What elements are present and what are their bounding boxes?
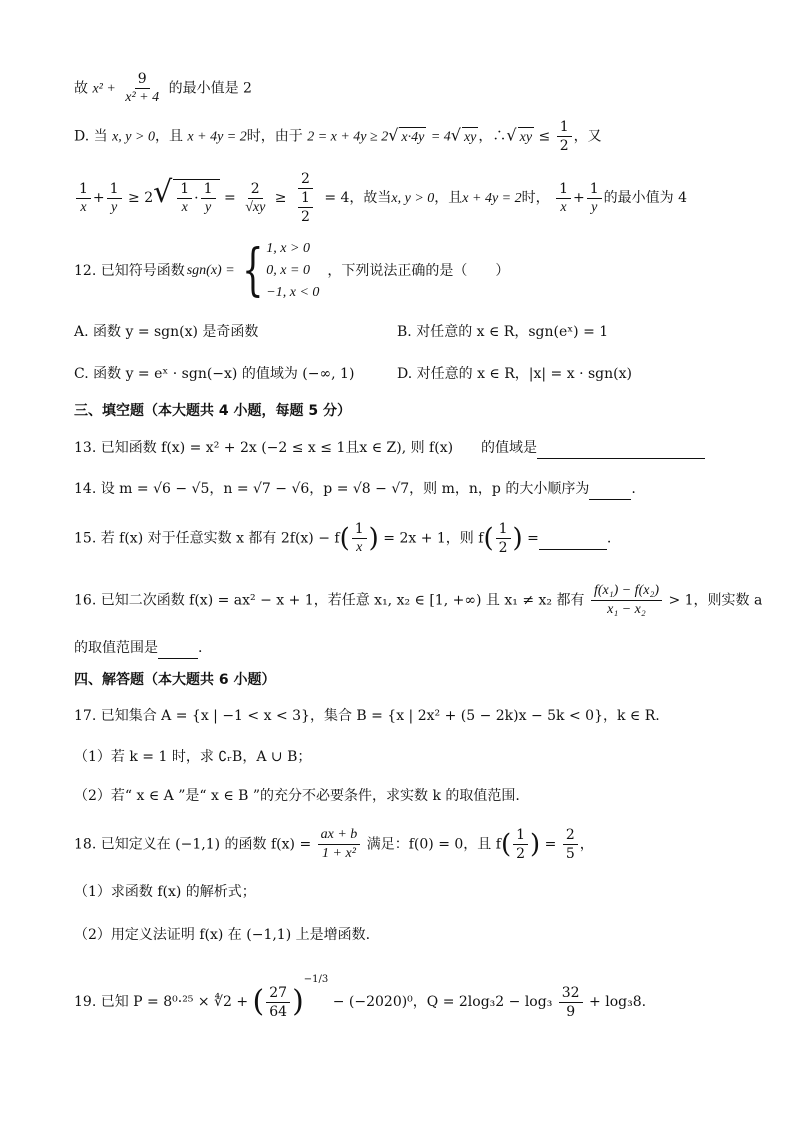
numerator: 2 xyxy=(298,170,313,189)
text: 若 f(x) 对于任意实数 x 都有 2f(x) − f xyxy=(100,530,340,547)
text: ， xyxy=(579,836,594,853)
text: 设 m = √6 − √5，n = √7 − √6，p = √8 − √7，则 m，n，p 的大小顺序为 xyxy=(100,481,590,497)
text: > 1，则实数 a xyxy=(668,592,763,609)
text: 的取值范围是 xyxy=(74,640,158,656)
numerator: 32 xyxy=(559,984,583,1003)
option-d: D. 对任意的 x ∈ R，|x| = x · sgn(x) xyxy=(397,366,632,382)
denominator: 2 xyxy=(498,540,508,556)
question-19 xyxy=(74,970,646,1021)
paren-icon: ( xyxy=(339,523,350,554)
radical-icon: √ xyxy=(388,125,399,145)
denominator: 2 xyxy=(516,846,526,862)
text: 已知二次函数 f(x) = ax² − x + 1，若任意 x₁, x₂ ∈ [1, +∞) 且 x₁ ≠ x₂ 都有 xyxy=(100,592,585,609)
text: ，故当 xyxy=(349,190,392,206)
option-c: C. 函数 y = eˣ · sgn(−x) 的值域为 (−∞, 1) xyxy=(74,366,355,382)
numerator: 1 xyxy=(587,180,602,199)
numerator: 2 xyxy=(248,180,263,199)
numerator: 1 xyxy=(556,180,571,199)
paren-icon: ) xyxy=(292,984,304,1019)
text: 已知函数 f(x) = x² + 2x (−2 ≤ x ≤ 1且x ∈ Z), 则 f(x) 的值域是 xyxy=(100,440,538,456)
fraction xyxy=(122,70,162,107)
text: 时，由于 xyxy=(246,128,303,145)
numerator: 1 xyxy=(557,118,572,137)
paren-icon: ) xyxy=(530,829,541,860)
question-17-part-1: （1）若 k = 1 时，求 ∁ᵣB，A ∪ B； xyxy=(74,749,312,765)
solution-c-conclusion xyxy=(74,70,252,107)
fraction xyxy=(559,984,583,1021)
paren-icon: ) xyxy=(368,523,379,554)
radicand: xy xyxy=(462,127,478,148)
solution-d-line2 xyxy=(74,170,687,226)
answer-blank xyxy=(537,438,705,459)
paren-icon: ) xyxy=(512,523,523,554)
section-4-title: 四、解答题（本大题共 6 小题） xyxy=(74,672,276,688)
text: ，∴ xyxy=(478,128,507,145)
question-number: 17. xyxy=(74,708,97,724)
denominator: x xyxy=(181,199,188,215)
denominator: 5 xyxy=(565,846,575,862)
question-15 xyxy=(74,520,611,557)
numerator: ax + b xyxy=(318,826,361,845)
radicand xyxy=(173,179,219,217)
radicand: x·4y xyxy=(399,127,426,148)
denominator: x xyxy=(560,199,567,215)
text: 故 xyxy=(74,80,88,97)
question-18-part-2: （2）用定义法证明 f(x) 在 (−1,1) 上是增函数. xyxy=(74,927,371,943)
fraction xyxy=(556,180,571,217)
exponent: −1/3 xyxy=(303,974,329,985)
question-number: 13. xyxy=(74,440,97,456)
radical-icon: √ xyxy=(153,175,173,210)
denominator: 2 xyxy=(559,138,569,154)
denominator: √xy xyxy=(245,199,266,215)
text: 已知符号函数 xyxy=(100,263,185,279)
question-16 xyxy=(74,582,762,619)
paren-icon: ( xyxy=(252,984,265,1019)
question-12 xyxy=(74,236,509,306)
fraction xyxy=(107,180,122,217)
math: + xyxy=(573,190,585,206)
question-number: 19. xyxy=(74,994,97,1010)
question-number: 15. xyxy=(74,530,97,547)
text: − (−2020)⁰，Q = 2log₃2 − log₃ xyxy=(332,994,553,1010)
text: . xyxy=(606,530,612,547)
option-b: B. 对任意的 x ∈ R，sgn(eˣ) = 1 xyxy=(397,324,609,340)
paren-icon: ( xyxy=(483,523,494,554)
math: ≥ 2 xyxy=(128,190,154,206)
math: x, y > 0 xyxy=(391,191,435,206)
fraction xyxy=(513,826,528,863)
radical-icon: √ xyxy=(506,125,517,145)
denominator: y xyxy=(111,199,118,215)
numerator: 2 xyxy=(563,826,578,845)
text: 的最小值为 4 xyxy=(603,190,688,206)
fraction xyxy=(352,520,367,557)
question-17 xyxy=(74,706,660,726)
text: ，又 xyxy=(573,128,602,145)
denominator: y xyxy=(204,199,212,215)
text: . xyxy=(198,640,203,656)
question-number: 12. xyxy=(74,263,97,279)
math: x, y > 0 xyxy=(112,129,155,145)
math: = 4 xyxy=(324,190,350,206)
left-brace-icon: { xyxy=(241,238,264,303)
question-number: 14. xyxy=(74,481,97,497)
case-line: 0, x = 0 xyxy=(266,263,310,278)
option-a: A. 函数 y = sgn(x) 是奇函数 xyxy=(74,324,259,340)
text: 时， xyxy=(521,190,550,206)
fraction xyxy=(201,180,216,217)
fraction xyxy=(76,180,91,217)
solution-d-line1 xyxy=(74,118,602,155)
denominator: 1 + x² xyxy=(322,846,356,861)
text: ，下列说法正确的是（ ） xyxy=(327,263,510,279)
radicand: xy xyxy=(518,127,534,148)
denominator: 9 xyxy=(566,1003,576,1020)
math: = xyxy=(527,530,539,547)
fraction xyxy=(563,826,578,863)
math: x + 4y = 2 xyxy=(462,191,522,206)
text: 满足：f(0) = 0，且 f xyxy=(366,836,501,853)
answer-blank xyxy=(158,638,198,659)
fraction xyxy=(557,118,572,155)
question-18-part-1: （1）求函数 f(x) 的解析式； xyxy=(74,884,256,900)
answer-blank xyxy=(539,529,607,550)
denominator: y xyxy=(591,199,598,215)
numerator: f(x₁) − f(x₂) xyxy=(591,582,662,601)
fraction xyxy=(266,984,290,1021)
case-line: −1, x < 0 xyxy=(266,285,320,300)
text: ，且 xyxy=(154,128,183,145)
text: D. 当 xyxy=(74,128,108,145)
question-number: 16. xyxy=(74,592,97,609)
text: + log₃8. xyxy=(589,994,647,1010)
fraction xyxy=(318,826,361,863)
denominator: x₁ − x₂ xyxy=(607,602,646,617)
math: = 4 xyxy=(430,129,451,145)
question-number: 18. xyxy=(74,836,97,853)
question-14 xyxy=(74,479,636,500)
math: · xyxy=(194,190,199,206)
question-17-part-2: （2）若“ x ∈ A ”是“ x ∈ B ”的充分不必要条件，求实数 k 的取值范围. xyxy=(74,788,520,804)
piecewise-cases xyxy=(266,238,319,304)
denominator: 2 xyxy=(300,209,310,225)
question-16-continued xyxy=(74,638,202,659)
fraction xyxy=(496,520,511,557)
numerator: 1 xyxy=(496,520,511,539)
numerator: 27 xyxy=(266,984,290,1003)
case-line: 1, x > 0 xyxy=(266,241,310,256)
question-13 xyxy=(74,438,705,459)
section-3-title: 三、填空题（本大题共 4 小题，每题 5 分） xyxy=(74,403,351,419)
text: 已知集合 A = {x | −1 < x < 3}，集合 B = {x | 2x² + (5 − 2k)x − 5k < 0}，k ∈ R. xyxy=(100,708,660,724)
denominator xyxy=(293,189,318,226)
numerator: 1 xyxy=(513,826,528,845)
fraction xyxy=(242,180,268,217)
denominator: x xyxy=(80,199,87,215)
numerator: 1 xyxy=(76,180,91,199)
denominator: 64 xyxy=(269,1003,288,1020)
denominator: x² + 4 xyxy=(125,90,160,105)
math: 2 = x + 4y ≥ 2 xyxy=(307,129,389,145)
text: 的最小值是 2 xyxy=(168,80,252,97)
math: + xyxy=(92,190,105,206)
text: 已知定义在 (−1,1) 的函数 f(x) = xyxy=(100,836,312,853)
math: ≤ xyxy=(538,128,551,145)
fraction xyxy=(293,170,318,226)
numerator: 9 xyxy=(135,70,150,89)
math: x² + xyxy=(92,81,116,97)
fraction xyxy=(298,189,313,226)
fraction xyxy=(177,180,192,217)
text: . xyxy=(631,481,636,497)
fraction xyxy=(587,180,602,217)
text: 已知 P = 8⁰·²⁵ × ∜2 + xyxy=(100,994,249,1010)
numerator: 1 xyxy=(107,180,122,199)
math: = xyxy=(224,190,236,206)
fraction xyxy=(591,582,662,619)
numerator: 1 xyxy=(177,180,192,199)
question-18 xyxy=(74,826,594,863)
math: sgn(x) = xyxy=(186,263,235,278)
radical-icon: √ xyxy=(450,125,461,145)
math: x + 4y = 2 xyxy=(187,129,247,145)
paren-icon: ( xyxy=(500,829,512,860)
text: ，且 xyxy=(434,190,463,206)
math: ≥ xyxy=(274,190,287,206)
text: = 2x + 1，则 f xyxy=(383,530,484,547)
answer-blank xyxy=(589,479,631,500)
denominator: x xyxy=(356,540,363,555)
numerator: 1 xyxy=(352,520,367,539)
math: = xyxy=(544,836,557,853)
numerator: 1 xyxy=(201,180,216,199)
numerator: 1 xyxy=(298,189,313,208)
